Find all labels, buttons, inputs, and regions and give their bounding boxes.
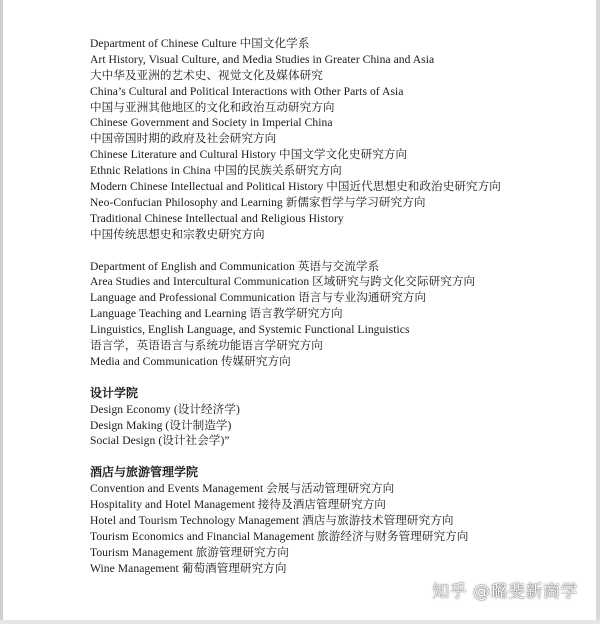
section-chinese-culture [90, 36, 570, 243]
section-design-school [90, 386, 570, 450]
section-heading: 酒店与旅游管理学院 [90, 465, 199, 480]
text-line: Design Economy (设计经济学) [90, 402, 240, 416]
text-line: China’s Cultural and Political Interactions with Other Parts of Asia [90, 84, 404, 98]
text-line: Art History, Visual Culture, and Media Studies in Greater China and Asia [90, 52, 435, 66]
text-line: Language Teaching and Learning 语言教学研究方向 [90, 307, 343, 321]
text-line: Ethnic Relations in China 中国的民族关系研究方向 [90, 164, 342, 178]
text-line: Hotel and Tourism Technology Management 酒店与旅游技术管理研究方向 [90, 514, 454, 528]
text-line: Chinese Government and Society in Imperial China [90, 116, 333, 130]
text-line: Media and Communication 传媒研究方向 [90, 354, 291, 368]
document-body [90, 36, 570, 577]
page-edge-right [596, 0, 600, 624]
text-line: Neo-Confucian Philosophy and Learning 新儒家哲学与学习研究方向 [90, 195, 426, 209]
text-line: Design Making (设计制造学) [90, 418, 232, 432]
text-line: 语言学，英语语言与系统功能语言学研究方向 [90, 339, 323, 353]
text-line: Area Studies and Intercultural Communication 区域研究与跨文化交际研究方向 [90, 275, 476, 289]
text-line: Social Design (设计社会学)” [90, 434, 230, 448]
page-edge-left [0, 0, 3, 624]
text-line: Chinese Literature and Cultural History 中国文学文化史研究方向 [90, 148, 408, 162]
text-line: Wine Management 葡萄酒管理研究方向 [90, 561, 287, 575]
watermark: 知乎 @璐斐新商学 [432, 582, 578, 602]
text-line: Traditional Chinese Intellectual and Religious History [90, 211, 344, 225]
text-line: Language and Professional Communication 语言与专业沟通研究方向 [90, 291, 427, 305]
text-line: Linguistics, English Language, and Systemic Functional Linguistics [90, 323, 410, 337]
section-spacer [90, 243, 570, 259]
section-heading: 设计学院 [90, 385, 139, 400]
page-edge-bottom [0, 620, 600, 624]
text-line: Modern Chinese Intellectual and Political History 中国近代思想史和政治史研究方向 [90, 180, 501, 194]
section-spacer [90, 449, 570, 465]
text-line: 大中华及亚洲的艺术史、视觉文化及媒体研究 [90, 68, 323, 82]
text-line: 中国帝国时期的政府及社会研究方向 [90, 132, 277, 146]
text-line: Department of English and Communication 英语与交流学系 [90, 259, 380, 273]
section-spacer [90, 370, 570, 386]
section-hotel-tourism [90, 465, 570, 576]
text-line: Tourism Management 旅游管理研究方向 [90, 545, 289, 559]
text-line: 中国传统思想史和宗教史研究方向 [90, 227, 265, 241]
text-line: Hospitality and Hotel Management 接待及酒店管理研究方向 [90, 498, 386, 512]
text-line: Tourism Economics and Financial Management 旅游经济与财务管理研究方向 [90, 529, 469, 543]
section-english-communication [90, 259, 570, 370]
text-line: Department of Chinese Culture 中国文化学系 [90, 37, 310, 50]
text-line: 中国与亚洲其他地区的文化和政治互动研究方向 [90, 100, 335, 114]
text-line: Convention and Events Management 会展与活动管理研究方向 [90, 482, 395, 496]
